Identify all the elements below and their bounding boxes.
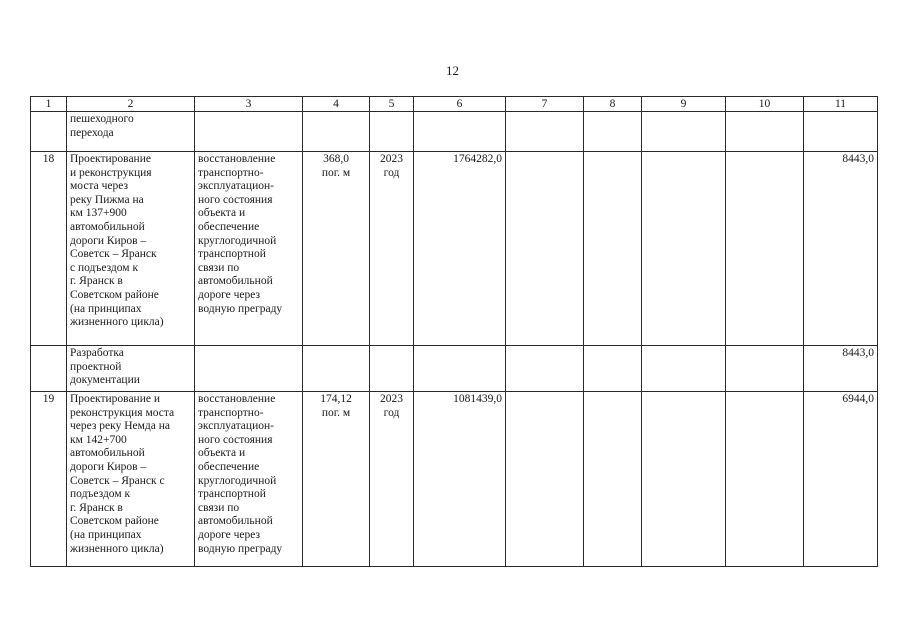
- col10-cell: [726, 152, 804, 346]
- purpose-cell: восстановление транспортно- эксплуатацион- ного состояния объекта и обеспечение круглогодичной транспортной связи по автомобильной дороге через водную преграду: [195, 152, 303, 346]
- col11-cell: 6944,0: [804, 392, 878, 567]
- col11-cell: 8443,0: [804, 346, 878, 392]
- object-name-cell: Разработка проектной документации: [67, 346, 195, 392]
- capacity-cell: 174,12 пог. м: [303, 392, 370, 567]
- column-header: 7: [506, 97, 584, 112]
- year-cell: 2023 год: [370, 392, 414, 567]
- col10-cell: [726, 392, 804, 567]
- table-row: [31, 152, 878, 346]
- column-header: 6: [414, 97, 506, 112]
- col8-cell: [584, 112, 642, 152]
- column-header: 4: [303, 97, 370, 112]
- row-number-cell: [31, 346, 67, 392]
- year-cell: [370, 112, 414, 152]
- page-number: 12: [446, 63, 459, 78]
- year-cell: [370, 346, 414, 392]
- col9-cell: [642, 152, 726, 346]
- col11-cell: [804, 112, 878, 152]
- col8-cell: [584, 346, 642, 392]
- column-header: 2: [67, 97, 195, 112]
- capacity-cell: [303, 346, 370, 392]
- col7-cell: [506, 112, 584, 152]
- capacity-cell: 368,0 пог. м: [303, 152, 370, 346]
- col7-cell: [506, 392, 584, 567]
- object-name-cell: Проектирование и реконструкция моста через реку Немда на км 142+700 автомобильной дороги Киров – Советск – Яранск с подъездом к г. Яранск в Советском районе (на принципах жизненного цикла): [67, 392, 195, 567]
- col9-cell: [642, 392, 726, 567]
- data-table: [30, 96, 878, 567]
- column-header: 9: [642, 97, 726, 112]
- capacity-cell: [303, 112, 370, 152]
- col8-cell: [584, 392, 642, 567]
- object-name-cell: пешеходного перехода: [67, 112, 195, 152]
- year-cell: 2023 год: [370, 152, 414, 346]
- purpose-cell: [195, 346, 303, 392]
- column-header: 5: [370, 97, 414, 112]
- table-row: [31, 112, 878, 152]
- col9-cell: [642, 346, 726, 392]
- row-number-cell: [31, 112, 67, 152]
- table-header-row: [31, 97, 878, 112]
- row-number-cell: 18: [31, 152, 67, 346]
- table-row: [31, 392, 878, 567]
- purpose-cell: восстановление транспортно- эксплуатацион- ного состояния объекта и обеспечение круглогодичной транспортной связи по автомобильной дороге через водную преграду: [195, 392, 303, 567]
- object-name-cell: Проектирование и реконструкция моста через реку Пижма на км 137+900 автомобильной дороги Киров – Советск – Яранск с подъездом к г. Яранск в Советском районе (на принципах жизненного цикла): [67, 152, 195, 346]
- column-header: 1: [31, 97, 67, 112]
- col10-cell: [726, 346, 804, 392]
- purpose-cell: [195, 112, 303, 152]
- cost-cell: 1764282,0: [414, 152, 506, 346]
- col10-cell: [726, 112, 804, 152]
- column-header: 11: [804, 97, 878, 112]
- cost-cell: [414, 112, 506, 152]
- cost-cell: [414, 346, 506, 392]
- col8-cell: [584, 152, 642, 346]
- row-number-cell: 19: [31, 392, 67, 567]
- column-header: 8: [584, 97, 642, 112]
- col9-cell: [642, 112, 726, 152]
- column-header: 10: [726, 97, 804, 112]
- column-header: 3: [195, 97, 303, 112]
- table-row: [31, 346, 878, 392]
- col11-cell: 8443,0: [804, 152, 878, 346]
- cost-cell: 1081439,0: [414, 392, 506, 567]
- col7-cell: [506, 152, 584, 346]
- col7-cell: [506, 346, 584, 392]
